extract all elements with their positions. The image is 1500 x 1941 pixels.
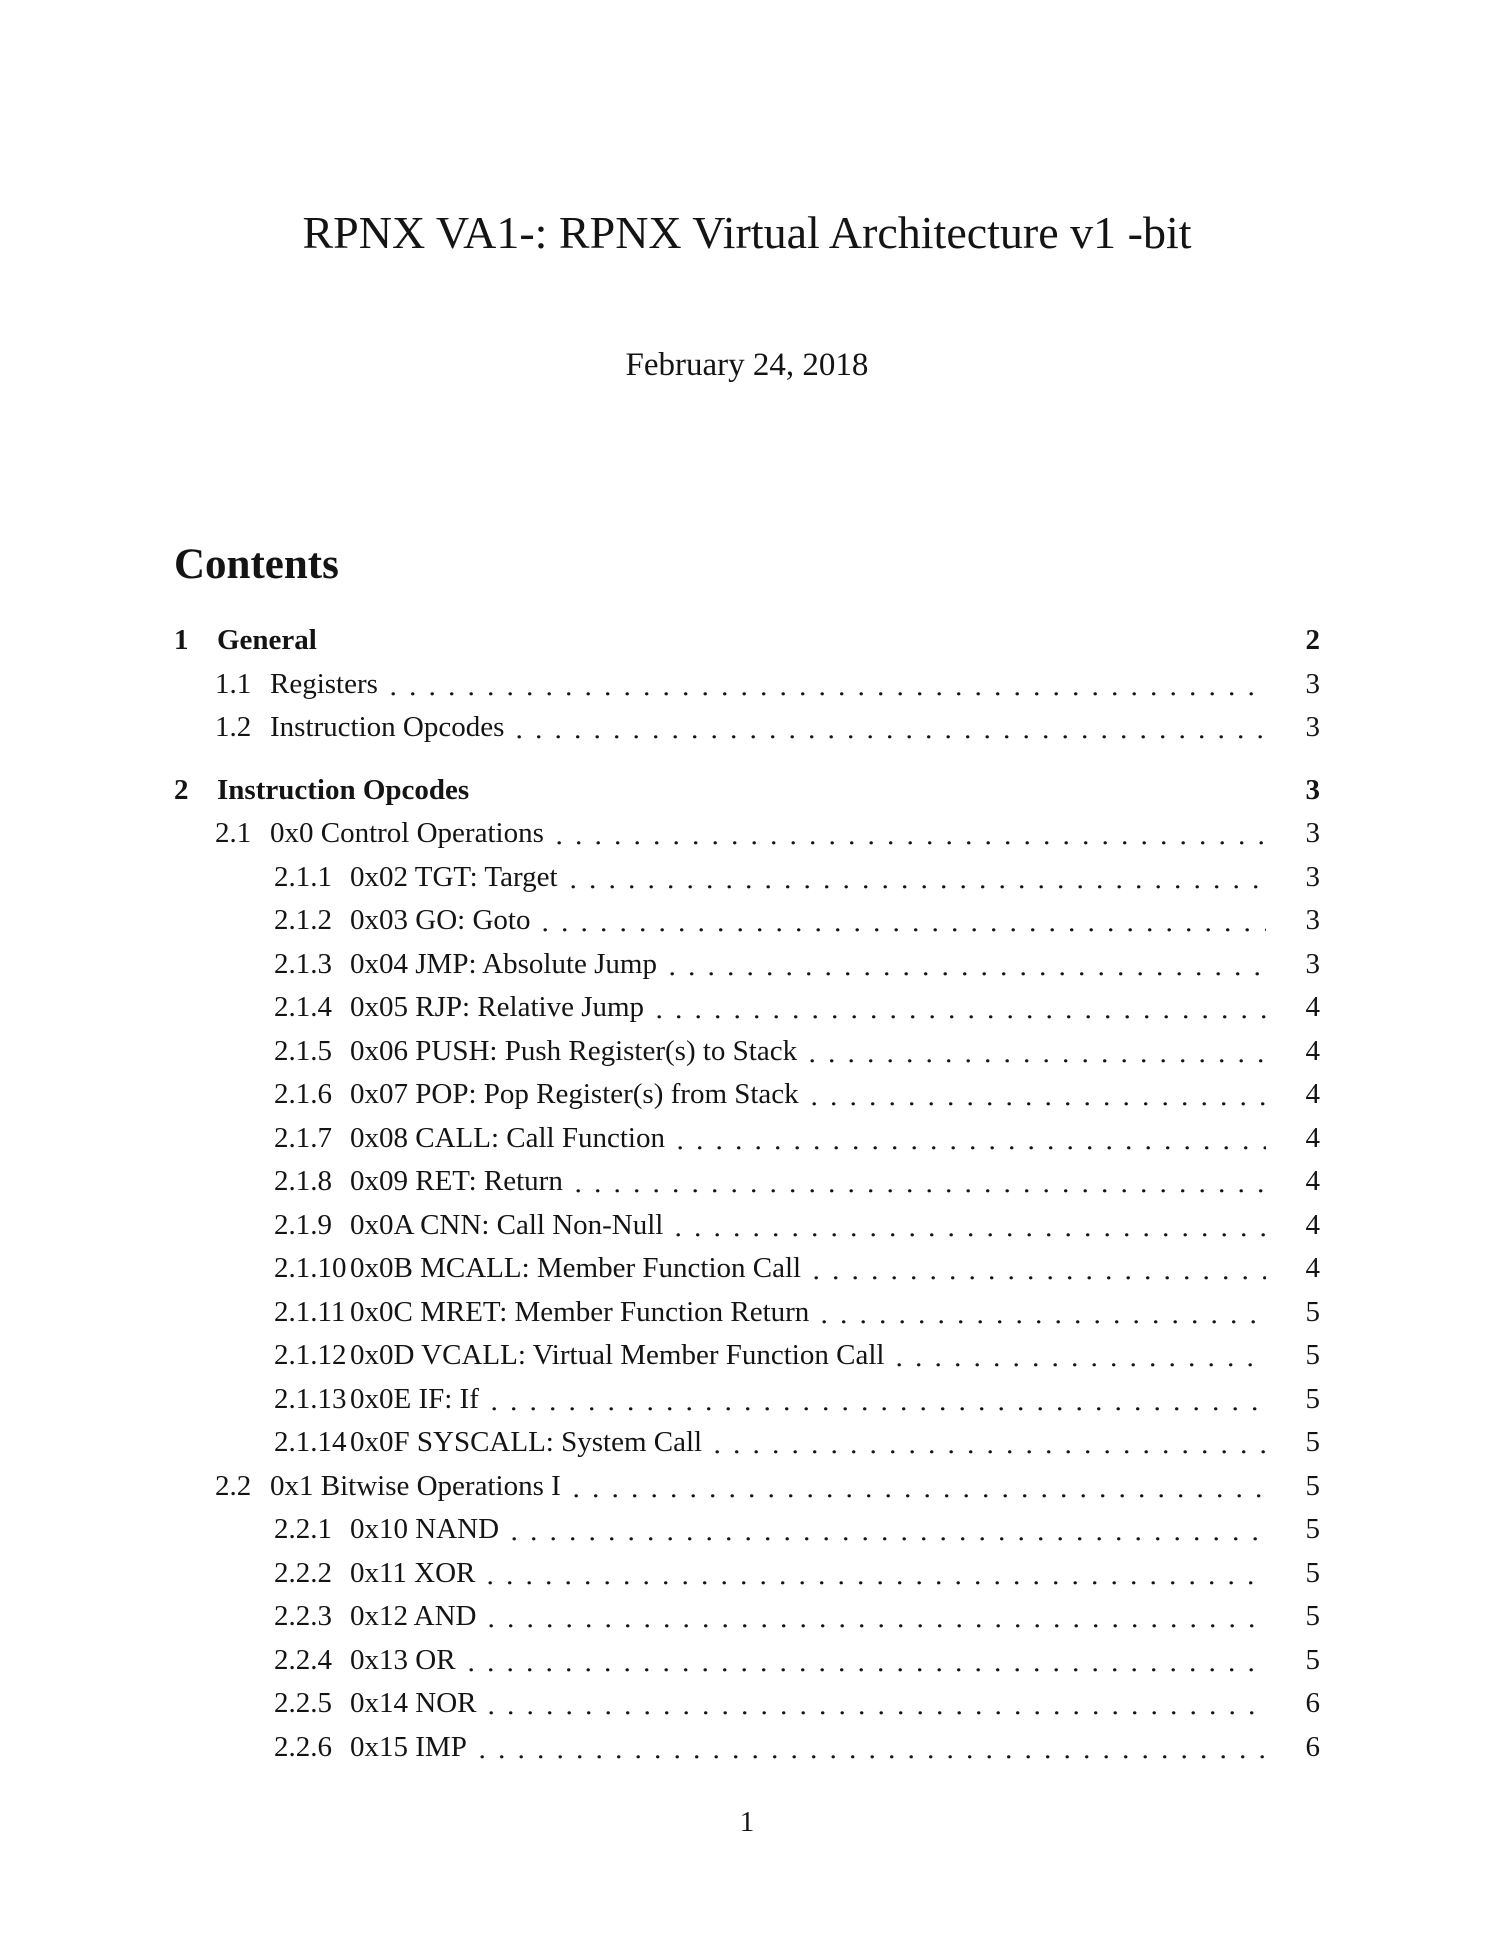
dot-leader <box>465 1639 1266 1683</box>
toc-entry-label: 0x02 TGT: Target <box>350 860 558 893</box>
dot-leader <box>508 1508 1266 1552</box>
toc-entry-number: 2.1 <box>215 817 252 849</box>
toc-entry-page: 3 <box>1305 667 1320 700</box>
toc-entry-page: 5 <box>1305 1426 1320 1458</box>
toc-entry-label: 0x0 Control Operations <box>270 817 544 849</box>
toc-entry-page: 5 <box>1305 1643 1320 1676</box>
toc-entry-page: 3 <box>1305 860 1320 893</box>
toc-entry[interactable] <box>174 1378 1320 1422</box>
dot-leader <box>893 1334 1266 1378</box>
toc-entry-label: Instruction Opcodes <box>217 773 470 806</box>
toc-entry-page: 6 <box>1305 1687 1320 1719</box>
toc-entry-number: 2.2.6 <box>274 1730 332 1763</box>
toc-entry-label: 0x05 RJP: Relative Jump <box>350 991 645 1023</box>
toc-entry[interactable] <box>174 856 1320 900</box>
toc-entry-page: 4 <box>1305 1208 1320 1241</box>
toc-entry-label: 0x0E IF: If <box>350 1382 479 1415</box>
dot-leader <box>672 1204 1266 1248</box>
dot-leader <box>484 1552 1266 1596</box>
toc-entry-label: 0x14 NOR <box>350 1687 477 1719</box>
toc-entry-number: 2.1.9 <box>274 1208 332 1241</box>
toc-entry-label: 0x09 RET: Return <box>350 1165 563 1197</box>
toc-entry-label: 0x06 PUSH: Push Register(s) to Stack <box>350 1034 798 1067</box>
dot-leader <box>488 1378 1266 1422</box>
toc-entry[interactable] <box>174 1465 1320 1509</box>
toc-entry-page: 4 <box>1305 1121 1320 1154</box>
toc-entry-label: General <box>217 624 317 656</box>
toc-entry[interactable] <box>174 1508 1320 1552</box>
toc-entry[interactable] <box>174 812 1320 856</box>
toc-entry-number: 2.2.4 <box>274 1643 332 1676</box>
toc-entry[interactable] <box>174 1552 1320 1596</box>
toc-entry-number: 1.1 <box>215 667 252 700</box>
toc-entry-page: 4 <box>1305 1078 1320 1110</box>
toc-entry-page: 5 <box>1305 1513 1320 1545</box>
toc-entry-label: 0x07 POP: Pop Register(s) from Stack <box>350 1078 799 1110</box>
toc-entry-number: 2.1.3 <box>274 947 332 980</box>
toc-entry-label: 0x08 CALL: Call Function <box>350 1121 665 1154</box>
toc-entry-page: 5 <box>1305 1469 1320 1502</box>
toc-entry[interactable] <box>174 706 1320 750</box>
toc-entry[interactable] <box>174 1726 1320 1770</box>
dot-leader <box>711 1421 1266 1465</box>
toc-entry-label: 0x11 XOR <box>350 1556 476 1589</box>
toc-entry[interactable] <box>174 1682 1320 1726</box>
contents-heading: Contents <box>174 541 339 588</box>
dot-leader <box>818 1291 1266 1335</box>
toc-entry-number: 2.1.10 <box>274 1252 347 1284</box>
dot-leader <box>570 1465 1266 1509</box>
toc-entry-number: 2.1.6 <box>274 1078 332 1110</box>
toc-entry-page: 2 <box>1305 624 1320 656</box>
toc-entry-page: 4 <box>1305 1034 1320 1067</box>
toc-entry-number: 2 <box>174 773 189 806</box>
toc-entry-page: 3 <box>1305 711 1320 743</box>
dot-leader <box>806 1030 1266 1074</box>
toc-entry-label: 0x0C MRET: Member Function Return <box>350 1295 810 1328</box>
toc-entry-page: 4 <box>1305 1252 1320 1284</box>
toc-entry[interactable] <box>174 1247 1320 1291</box>
toc-entry-label: Instruction Opcodes <box>270 711 505 743</box>
toc-entry-label: Registers <box>270 667 378 700</box>
toc-entry[interactable] <box>174 943 1320 987</box>
toc-entry-number: 1.2 <box>215 711 252 743</box>
dot-leader <box>387 663 1266 707</box>
toc-entry[interactable] <box>174 986 1320 1030</box>
document-title: RPNX VA1-: RPNX Virtual Architecture v1 -bit <box>302 207 1192 258</box>
toc-entry-number: 2.2.5 <box>274 1687 332 1719</box>
toc-entry-page: 5 <box>1305 1382 1320 1415</box>
dot-leader <box>572 1160 1266 1204</box>
toc-entry-number: 2.1.2 <box>274 904 332 936</box>
toc-entry-number: 2.2.1 <box>274 1513 332 1545</box>
dot-leader <box>539 899 1266 943</box>
toc-entry-number: 2.1.7 <box>274 1121 332 1154</box>
toc-entry-label: 0x15 IMP <box>350 1730 467 1763</box>
toc-entry-number: 2.1.14 <box>274 1426 347 1458</box>
dot-leader <box>478 769 1266 813</box>
toc-entry-label: 0x0F SYSCALL: System Call <box>350 1426 703 1458</box>
dot-leader <box>485 1595 1266 1639</box>
toc-entry-number: 2.2.2 <box>274 1556 332 1589</box>
toc-entry-label: 0x10 NAND <box>350 1513 500 1545</box>
toc-entry[interactable] <box>174 1639 1320 1683</box>
dot-leader <box>513 706 1266 750</box>
toc-entry-number: 2.1.5 <box>274 1034 332 1067</box>
toc-entry-number: 2.1.13 <box>274 1382 347 1415</box>
toc-entry-label: 0x13 OR <box>350 1643 456 1676</box>
dot-leader <box>567 856 1266 900</box>
toc-entry[interactable] <box>174 1204 1320 1248</box>
toc-entry-label: 0x03 GO: Goto <box>350 904 531 936</box>
toc-entry-number: 2.1.1 <box>274 860 332 893</box>
toc-entry[interactable] <box>174 1421 1320 1465</box>
toc-entry-number: 2.1.8 <box>274 1165 332 1197</box>
toc-entry-page: 5 <box>1305 1339 1320 1371</box>
document-date: February 24, 2018 <box>625 347 869 383</box>
toc-entry-label: 0x0B MCALL: Member Function Call <box>350 1252 802 1284</box>
page-number-footer: 1 <box>739 1806 755 1838</box>
toc-entry[interactable] <box>174 1117 1320 1161</box>
dot-leader <box>674 1117 1266 1161</box>
toc-entry[interactable] <box>174 1160 1320 1204</box>
toc-entry-page: 4 <box>1305 1165 1320 1197</box>
dot-leader <box>553 812 1266 856</box>
toc-entry-label: 0x1 Bitwise Operations I <box>270 1469 561 1502</box>
toc-entry-page: 5 <box>1305 1556 1320 1589</box>
toc-entry[interactable] <box>174 1291 1320 1335</box>
dot-leader <box>808 1073 1266 1117</box>
toc-entry-page: 3 <box>1305 817 1320 849</box>
toc-entry-number: 2.1.4 <box>274 991 332 1023</box>
toc-entry-number: 2.1.11 <box>274 1295 346 1328</box>
toc-entry-label: 0x0A CNN: Call Non-Null <box>350 1208 664 1241</box>
toc-entry[interactable] <box>174 1073 1320 1117</box>
toc-entry-number: 2.2 <box>215 1469 252 1502</box>
toc-entry[interactable] <box>174 1030 1320 1074</box>
toc-entry-label: 0x0D VCALL: Virtual Member Function Call <box>350 1339 885 1371</box>
toc-entry-page: 3 <box>1305 947 1320 980</box>
toc-entry-number: 2.2.3 <box>274 1600 332 1632</box>
toc-entry-page: 6 <box>1305 1730 1320 1763</box>
dot-leader <box>485 1682 1266 1726</box>
toc-entry-number: 2.1.12 <box>274 1339 347 1371</box>
toc-entry-page: 5 <box>1305 1295 1320 1328</box>
toc-entry-page: 3 <box>1305 773 1320 806</box>
toc-entry[interactable] <box>174 1595 1320 1639</box>
dot-leader <box>666 943 1266 987</box>
toc-entry[interactable] <box>174 1334 1320 1378</box>
toc-entry[interactable] <box>174 769 1320 813</box>
toc-entry-page: 4 <box>1305 991 1320 1023</box>
toc-entry-page: 5 <box>1305 1600 1320 1632</box>
toc-entry[interactable] <box>174 899 1320 943</box>
dot-leader <box>326 619 1266 663</box>
dot-leader <box>810 1247 1266 1291</box>
dot-leader <box>653 986 1266 1030</box>
toc-entry-page: 3 <box>1305 904 1320 936</box>
toc-entry[interactable] <box>174 663 1320 707</box>
dot-leader <box>476 1726 1266 1770</box>
toc-entry-label: 0x12 AND <box>350 1600 477 1632</box>
toc-entry-label: 0x04 JMP: Absolute Jump <box>350 947 657 980</box>
table-of-contents <box>174 600 1320 1769</box>
toc-entry-number: 1 <box>174 624 189 656</box>
toc-entry[interactable] <box>174 619 1320 663</box>
